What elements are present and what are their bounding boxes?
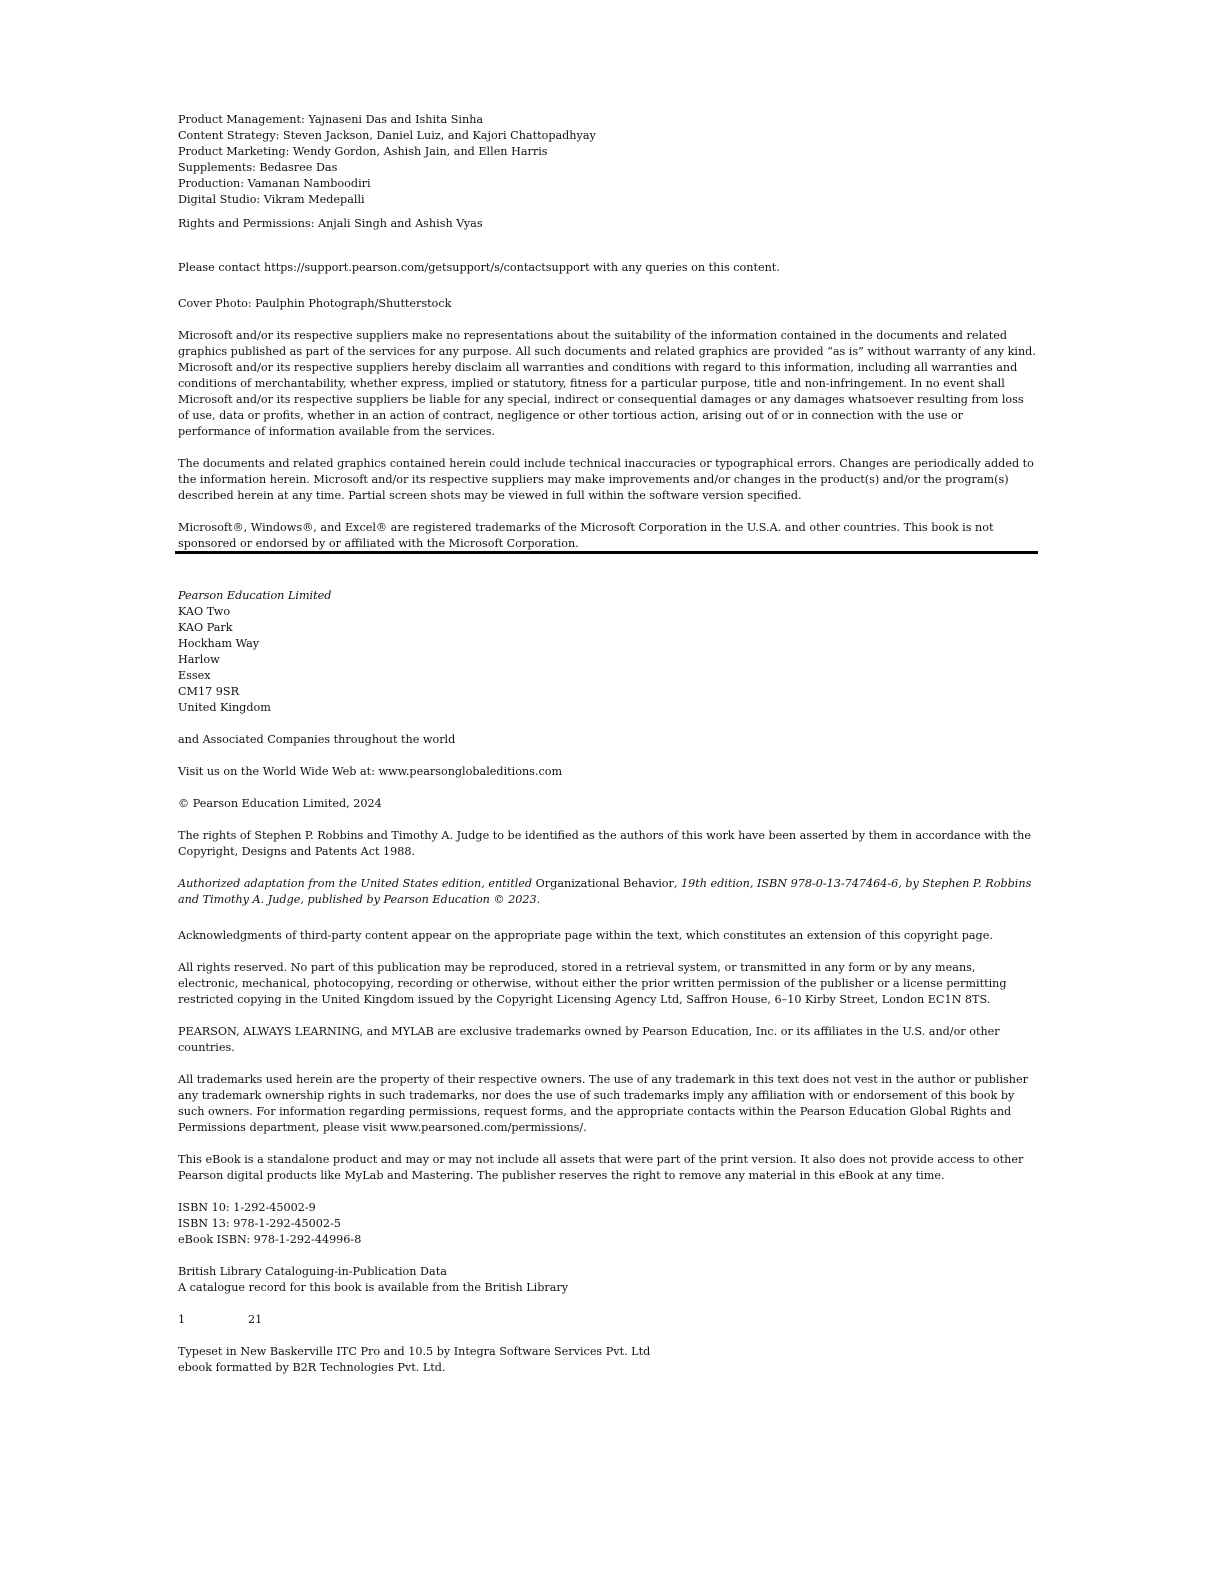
credit-line: Product Management: Yajnaseni Das and Ishita Sinha xyxy=(178,113,484,126)
acknowledgments: Acknowledgments of third-party content appear on the appropriate page within the text, which constitutes an extension of this copyright page. xyxy=(178,929,993,942)
section-divider xyxy=(175,551,1038,554)
address-line: CM17 9SR xyxy=(178,685,240,698)
all-rights-reserved: All rights reserved. No part of this publication may be reproduced, stored in a retrieval system, or transmitted in any form or by any means, electronic, mechanical, photocopying, recording or otherwise, without either the prior written permission of the publisher or a license permitting restricted copying in the United Kingdom issued by the Copyright Licensing Agency Ltd, Saffron House, 6–10 Kirby Street, London EC1N 8TS. xyxy=(178,961,1007,1006)
contact-line: Please contact https://support.pearson.com/getsupport/s/contactsupport with any queries on this content. xyxy=(178,261,780,274)
print-number: 1 xyxy=(178,1313,186,1326)
credit-line: Product Marketing: Wendy Gordon, Ashish Jain, and Ellen Harris xyxy=(178,145,548,158)
address-line: Harlow xyxy=(178,653,220,666)
publisher-name: Pearson Education Limited xyxy=(178,589,332,602)
cover-photo-line: Cover Photo: Paulphin Photograph/Shutterstock xyxy=(178,297,452,310)
copyright-line: © Pearson Education Limited, 2024 xyxy=(178,797,382,810)
address-line: Essex xyxy=(178,669,211,682)
adaptation-note xyxy=(178,876,1036,908)
adaptation-title: Organizational Behavior xyxy=(535,877,674,890)
credit-line: Supplements: Bedasree Das xyxy=(178,161,338,174)
associated-companies: and Associated Companies throughout the world xyxy=(178,733,456,746)
cip-line: A catalogue record for this book is available from the British Library xyxy=(178,1281,569,1294)
publisher-address xyxy=(178,604,1036,716)
print-line xyxy=(178,1312,1036,1328)
address-line: KAO Two xyxy=(178,605,231,618)
microsoft-trademarks: Microsoft®, Windows®, and Excel® are registered trademarks of the Microsoft Corporation in the U.S.A. and other countries. This book is not sponsored or endorsed by or affiliated with the Microsoft Corporation. xyxy=(178,521,994,550)
author-rights: The rights of Stephen P. Robbins and Timothy A. Judge to be identified as the authors of this work have been asserted by them in accordance with the Copyright, Designs and Patents Act 1988. xyxy=(178,829,1031,858)
isbn-line: eBook ISBN: 978-1-292-44996-8 xyxy=(178,1233,362,1246)
typeset-info xyxy=(178,1344,1036,1376)
adaptation-text-2: , 19th edition, ISBN 978-0-13-747464-6, by Stephen P. Robbins and Timothy A. Judge, published by Pearson Education © 2023. xyxy=(178,877,1032,906)
credits-list xyxy=(178,112,1036,208)
typeset-line: ebook formatted by B2R Technologies Pvt. Ltd. xyxy=(178,1361,446,1374)
copyright-page-lower xyxy=(178,588,1036,1376)
documents-disclaimer: The documents and related graphics contained herein could include technical inaccuracies or typographical errors. Changes are periodically added to the information herein. Microsoft and/or its respective suppliers may make improvements and/or changes in the product(s) and/or the program(s) described herein at any time. Partial screen shots may be viewed in full within the software version specified. xyxy=(178,457,1034,502)
website-line: Visit us on the World Wide Web at: www.pearsonglobaleditions.com xyxy=(178,765,563,778)
pearson-trademarks: PEARSON, ALWAYS LEARNING, and MYLAB are exclusive trademarks owned by Pearson Education, Inc. or its affiliates in the U.S. and/or other countries. xyxy=(178,1025,1000,1054)
address-line: United Kingdom xyxy=(178,701,271,714)
cip-data xyxy=(178,1264,1036,1296)
isbn-list xyxy=(178,1200,1036,1248)
isbn-line: ISBN 10: 1-292-45002-9 xyxy=(178,1201,316,1214)
typeset-line: Typeset in New Baskerville ITC Pro and 10.5 by Integra Software Services Pvt. Ltd xyxy=(178,1345,651,1358)
adaptation-text-1: Authorized adaptation from the United States edition, entitled xyxy=(178,877,536,890)
microsoft-disclaimer: Microsoft and/or its respective suppliers make no representations about the suitability of the information contained in the documents and related graphics published as part of the services for any purpose. All such documents and related graphics are provided “as is” without warranty of any kind. Microsoft and/or its respective suppliers hereby disclaim all warranties and conditions with regard to this information, including all warranties and conditions of merchantability, whether express, implied or statutory, fitness for a particular purpose, title and non-infringement. In no event shall Microsoft and/or its respective suppliers be liable for any special, indirect or consequential damages or any damages whatsoever resulting from loss of use, data or profits, whether in an action of contract, negligence or other tortious action, arising out of or in connection with the use or performance of information available from the services. xyxy=(178,329,1036,438)
rights-permissions-line: Rights and Permissions: Anjali Singh and Ashish Vyas xyxy=(178,217,483,230)
credit-line: Production: Vamanan Namboodiri xyxy=(178,177,371,190)
address-line: KAO Park xyxy=(178,621,233,634)
address-line: Hockham Way xyxy=(178,637,260,650)
credit-line: Digital Studio: Vikram Medepalli xyxy=(178,193,365,206)
ebook-note: This eBook is a standalone product and may or may not include all assets that were part of the print version. It also does not provide access to other Pearson digital products like MyLab and Mastering. The publisher reserves the right to remove any material in this eBook at any time. xyxy=(178,1153,1024,1182)
year-number: 21 xyxy=(248,1313,263,1326)
copyright-page-upper xyxy=(178,112,1036,552)
all-trademarks: All trademarks used herein are the property of their respective owners. The use of any trademark in this text does not vest in the author or publisher any trademark ownership rights in such trademarks, nor does the use of such trademarks imply any affiliation with or endorsement of this book by such owners. For information regarding permissions, request forms, and the appropriate contacts within the Pearson Education Global Rights and Permissions department, please visit www.pearsoned.com/permissions/. xyxy=(178,1073,1028,1134)
credit-line: Content Strategy: Steven Jackson, Daniel Luiz, and Kajori Chattopadhyay xyxy=(178,129,596,142)
isbn-line: ISBN 13: 978-1-292-45002-5 xyxy=(178,1217,341,1230)
cip-line: British Library Cataloguing-in-Publication Data xyxy=(178,1265,447,1278)
